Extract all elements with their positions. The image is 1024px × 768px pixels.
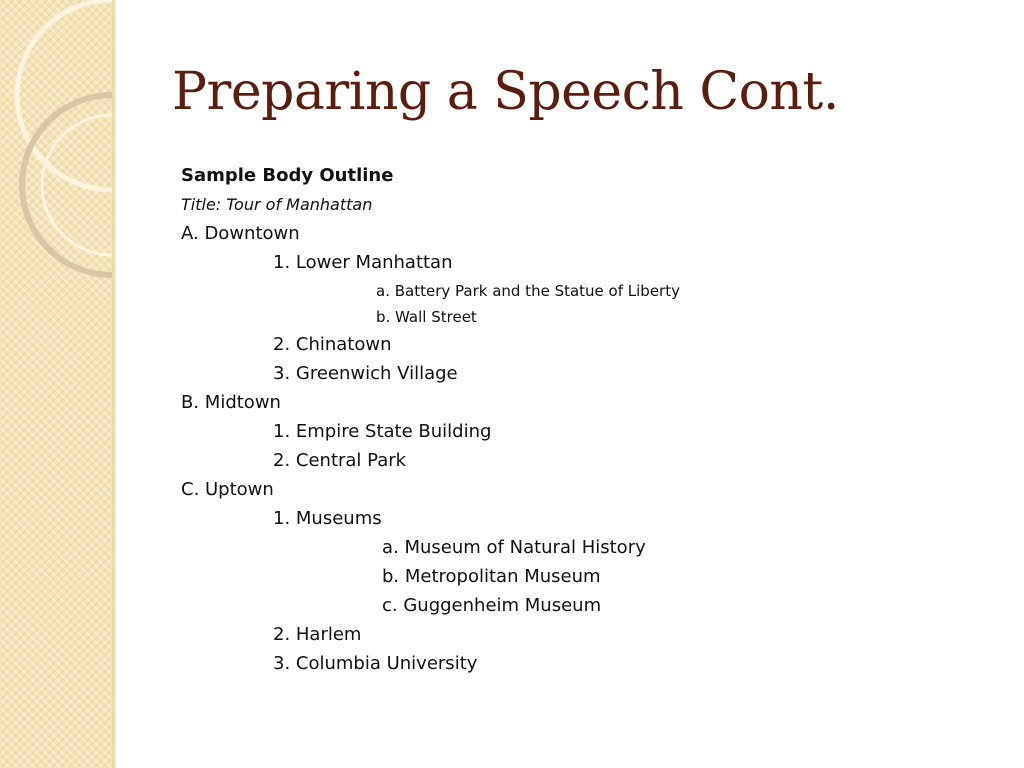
outline-item: 1. Museums <box>273 508 382 529</box>
outline-item-c: C. Uptown <box>181 479 274 500</box>
outline-subitem: b. Metropolitan Museum <box>382 566 601 587</box>
outline-item: 2. Harlem <box>273 624 362 645</box>
outline-item-b: B. Midtown <box>181 392 281 413</box>
outline-item-a: A. Downtown <box>181 223 300 244</box>
outline-item: 2. Central Park <box>273 450 407 471</box>
outline-item: 1. Lower Manhattan <box>273 252 453 273</box>
outline-item: 3. Greenwich Village <box>273 363 458 384</box>
outline-item: 3. Columbia University <box>273 653 478 674</box>
outline-subitem: b. Wall Street <box>376 308 477 326</box>
sidebar-edge <box>112 0 116 768</box>
outline-heading: Sample Body Outline <box>181 165 394 186</box>
decorative-sidebar <box>0 0 112 768</box>
outline-subitem: a. Battery Park and the Statue of Liberty <box>376 282 680 300</box>
outline-item: 2. Chinatown <box>273 334 392 355</box>
slide-title: Preparing a Speech Cont. <box>172 62 839 122</box>
outline-item: 1. Empire State Building <box>273 421 492 442</box>
outline-subitem: a. Museum of Natural History <box>382 537 646 558</box>
outline-subitem: c. Guggenheim Museum <box>382 595 602 616</box>
decorative-circles-icon <box>0 0 112 768</box>
outline-subtitle: Title: Tour of Manhattan <box>181 195 373 214</box>
